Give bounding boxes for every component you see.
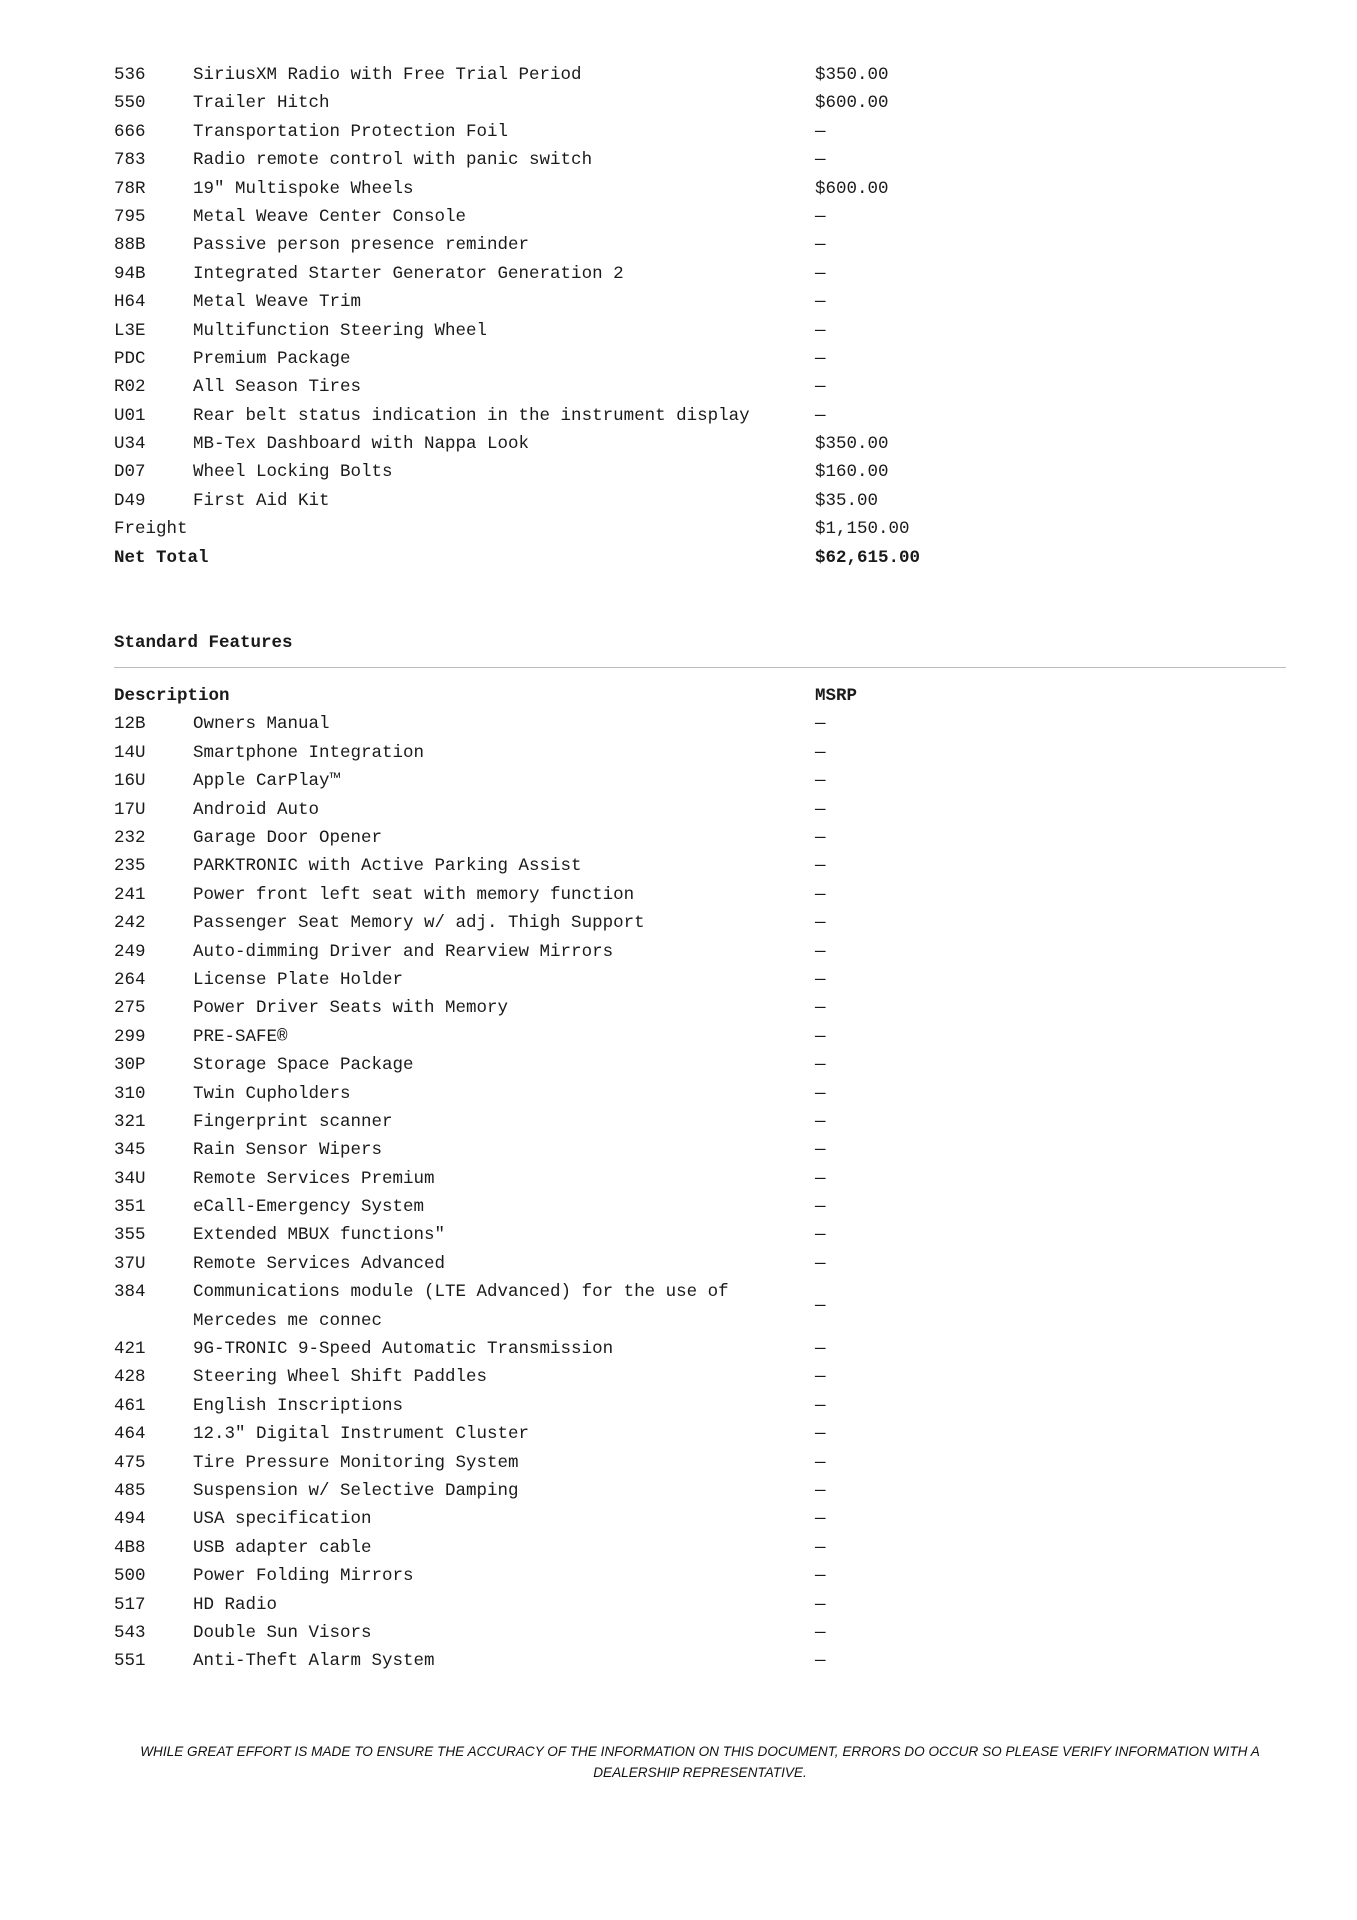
item-description: Communications module (LTE Advanced) for the use of Mercedes me connec (193, 1282, 729, 1331)
standard-features-title: Standard Features (114, 633, 293, 654)
item-description: 19" Multispoke Wheels (193, 178, 414, 199)
feature-row (114, 1108, 1286, 1136)
item-price: — (815, 884, 826, 905)
item-description: Metal Weave Trim (193, 292, 362, 313)
item-price: — (815, 1566, 826, 1587)
item-code: 517 (114, 1594, 146, 1615)
item-description: Fingerprint scanner (193, 1111, 393, 1132)
item-description: Wheel Locking Bolts (193, 462, 393, 483)
item-price: — (815, 377, 826, 398)
feature-row (114, 1449, 1286, 1477)
option-row (114, 231, 1286, 259)
item-price: — (815, 1339, 826, 1360)
item-price: — (815, 235, 826, 256)
item-code: 351 (114, 1197, 146, 1218)
item-price: — (815, 1509, 826, 1530)
item-code: 551 (114, 1651, 146, 1672)
option-row (114, 402, 1286, 430)
feature-row (114, 1647, 1286, 1675)
item-description: Power front left seat with memory function (193, 884, 635, 905)
item-description: Steering Wheel Shift Paddles (193, 1367, 488, 1388)
feature-row (114, 1420, 1286, 1448)
standard-features-list (114, 710, 1286, 1675)
item-code: 275 (114, 998, 146, 1019)
item-description: Passenger Seat Memory w/ adj. Thigh Support (193, 913, 645, 934)
sticker-sheet (114, 61, 1286, 1676)
item-code: 461 (114, 1395, 146, 1416)
feature-row (114, 1023, 1286, 1051)
item-description: Radio remote control with panic switch (193, 150, 593, 171)
item-code: 550 (114, 93, 146, 114)
table-header (114, 682, 1286, 710)
item-description: 12.3" Digital Instrument Cluster (193, 1424, 530, 1445)
item-description: Power Driver Seats with Memory (193, 998, 509, 1019)
feature-row (114, 1051, 1286, 1079)
item-code: 88B (114, 235, 146, 256)
item-price: — (815, 1197, 826, 1218)
item-description: License Plate Holder (193, 969, 404, 990)
item-price: — (815, 1594, 826, 1615)
feature-row (114, 1136, 1286, 1164)
item-code: 4B8 (114, 1537, 146, 1558)
item-code: 235 (114, 856, 146, 877)
item-description: HD Radio (193, 1594, 278, 1615)
item-description: Trailer Hitch (193, 93, 330, 114)
description-column-header: Description (114, 686, 230, 707)
item-price: $600.00 (815, 178, 889, 199)
net-total-label: Net Total (114, 547, 209, 568)
feature-row (114, 710, 1286, 738)
item-code: D07 (114, 462, 146, 483)
item-description: Extended MBUX functions" (193, 1225, 446, 1246)
item-code: 37U (114, 1253, 146, 1274)
item-price: — (815, 320, 826, 341)
item-code: 310 (114, 1083, 146, 1104)
feature-row (114, 1619, 1286, 1647)
item-price: — (815, 206, 826, 227)
option-row (114, 458, 1286, 486)
item-code: 17U (114, 799, 146, 820)
item-price: $160.00 (815, 462, 889, 483)
item-code: 78R (114, 178, 146, 199)
item-description: Tire Pressure Monitoring System (193, 1452, 519, 1473)
item-code: 30P (114, 1055, 146, 1076)
item-description: Garage Door Opener (193, 827, 383, 848)
net-total-row (114, 544, 1286, 572)
item-description: Android Auto (193, 799, 320, 820)
item-price: — (815, 856, 826, 877)
item-description: eCall-Emergency System (193, 1197, 425, 1218)
disclaimer: WHILE GREAT EFFORT IS MADE TO ENSURE THE ACCURACY OF THE INFORMATION ON THIS DOCUMENT, ERRORS DO OCCUR SO PLEASE VERIFY INFORMATION WITH A DEALERSHIP REPRESENTATIVE. (140, 1744, 1260, 1780)
item-price: — (815, 941, 826, 962)
option-row (114, 345, 1286, 373)
item-description: Double Sun Visors (193, 1622, 372, 1643)
item-price: $350.00 (815, 434, 889, 455)
item-price: — (815, 348, 826, 369)
item-description: Power Folding Mirrors (193, 1566, 414, 1587)
item-description: Owners Manual (193, 714, 330, 735)
item-price: — (815, 771, 826, 792)
item-description: Rain Sensor Wipers (193, 1140, 383, 1161)
item-description: English Inscriptions (193, 1395, 404, 1416)
item-code: 34U (114, 1168, 146, 1189)
item-code: 500 (114, 1566, 146, 1587)
item-description: PARKTRONIC with Active Parking Assist (193, 856, 582, 877)
feature-row (114, 824, 1286, 852)
item-price: — (815, 121, 826, 142)
item-code: 355 (114, 1225, 146, 1246)
item-code: 795 (114, 206, 146, 227)
item-code: U01 (114, 405, 146, 426)
item-code: 536 (114, 65, 146, 85)
feature-row (114, 1250, 1286, 1278)
item-price: — (815, 1537, 826, 1558)
item-price: — (815, 1296, 826, 1317)
item-price: — (815, 742, 826, 763)
feature-row (114, 739, 1286, 767)
item-description: Smartphone Integration (193, 742, 425, 763)
item-price: — (815, 1480, 826, 1501)
option-row (114, 487, 1286, 515)
item-description: USA specification (193, 1509, 372, 1530)
item-description: Anti-Theft Alarm System (193, 1651, 435, 1672)
item-code: 12B (114, 714, 146, 735)
item-description: First Aid Kit (193, 490, 330, 511)
item-description: Twin Cupholders (193, 1083, 351, 1104)
item-description: 9G-TRONIC 9-Speed Automatic Transmission (193, 1339, 614, 1360)
item-price: $600.00 (815, 93, 889, 114)
item-description: Metal Weave Center Console (193, 206, 467, 227)
item-code: L3E (114, 320, 146, 341)
feature-row (114, 1080, 1286, 1108)
option-row (114, 118, 1286, 146)
item-code: 464 (114, 1424, 146, 1445)
options-list (114, 61, 1286, 515)
item-code: D49 (114, 490, 146, 511)
item-price: — (815, 1424, 826, 1445)
freight-label: Freight (114, 519, 188, 540)
item-code: 14U (114, 742, 146, 763)
item-code: 345 (114, 1140, 146, 1161)
msrp-column-header: MSRP (815, 686, 858, 707)
item-price: — (815, 1055, 826, 1076)
item-price: — (815, 1083, 826, 1104)
feature-row (114, 1193, 1286, 1221)
option-row (114, 260, 1286, 288)
item-description: MB-Tex Dashboard with Nappa Look (193, 434, 530, 455)
item-price: — (815, 1026, 826, 1047)
option-row (114, 317, 1286, 345)
item-price: — (815, 1622, 826, 1643)
item-price: — (815, 1168, 826, 1189)
item-code: R02 (114, 377, 146, 398)
item-price: — (815, 827, 826, 848)
option-row (114, 288, 1286, 316)
item-code: PDC (114, 348, 146, 369)
item-price: — (815, 405, 826, 426)
feature-row (114, 1591, 1286, 1619)
feature-row (114, 1335, 1286, 1363)
option-row (114, 146, 1286, 174)
feature-row (114, 1363, 1286, 1391)
item-code: H64 (114, 292, 146, 313)
feature-row (114, 852, 1286, 880)
item-price: — (815, 913, 826, 934)
option-row (114, 373, 1286, 401)
item-code: 666 (114, 121, 146, 142)
item-description: PRE-SAFE® (193, 1026, 288, 1047)
item-description: All Season Tires (193, 377, 362, 398)
item-code: 232 (114, 827, 146, 848)
option-row (114, 89, 1286, 117)
item-description: Storage Space Package (193, 1055, 414, 1076)
item-price: — (815, 292, 826, 313)
item-price: — (815, 714, 826, 735)
item-code: 94B (114, 263, 146, 284)
freight-row (114, 515, 1286, 543)
feature-row (114, 938, 1286, 966)
item-price: — (815, 1253, 826, 1274)
item-description: Remote Services Advanced (193, 1253, 446, 1274)
item-code: 241 (114, 884, 146, 905)
feature-row (114, 994, 1286, 1022)
feature-row (114, 1165, 1286, 1193)
option-row (114, 203, 1286, 231)
option-row (114, 175, 1286, 203)
item-description: Transportation Protection Foil (193, 121, 509, 142)
item-price: — (815, 1367, 826, 1388)
feature-row (114, 881, 1286, 909)
item-code: 299 (114, 1026, 146, 1047)
item-description: Multifunction Steering Wheel (193, 320, 488, 341)
item-code: 475 (114, 1452, 146, 1473)
item-description: Rear belt status indication in the instrument display (193, 405, 750, 426)
item-price: $35.00 (815, 490, 879, 511)
item-code: 494 (114, 1509, 146, 1530)
item-description: Passive person presence reminder (193, 235, 530, 256)
item-description: Premium Package (193, 348, 351, 369)
feature-row (114, 1562, 1286, 1590)
item-code: U34 (114, 434, 146, 455)
item-code: 783 (114, 150, 146, 171)
feature-row (114, 1221, 1286, 1249)
item-price: — (815, 1111, 826, 1132)
item-code: 485 (114, 1480, 146, 1501)
feature-row (114, 909, 1286, 937)
item-code: 428 (114, 1367, 146, 1388)
item-description: Apple CarPlay™ (193, 771, 341, 792)
item-price: — (815, 1651, 826, 1672)
item-code: 321 (114, 1111, 146, 1132)
item-price: — (815, 1395, 826, 1416)
item-description: USB adapter cable (193, 1537, 372, 1558)
option-row (114, 61, 1286, 89)
item-code: 543 (114, 1622, 146, 1643)
item-description: Integrated Starter Generator Generation 2 (193, 263, 624, 284)
feature-row (114, 966, 1286, 994)
feature-row (114, 1477, 1286, 1505)
item-description: Suspension w/ Selective Damping (193, 1480, 519, 1501)
item-code: 384 (114, 1282, 146, 1303)
item-price: — (815, 799, 826, 820)
feature-row (114, 767, 1286, 795)
option-row (114, 430, 1286, 458)
feature-row (114, 796, 1286, 824)
item-code: 421 (114, 1339, 146, 1360)
item-code: 249 (114, 941, 146, 962)
item-price: — (815, 998, 826, 1019)
item-description: Auto-dimming Driver and Rearview Mirrors (193, 941, 614, 962)
item-price: — (815, 1140, 826, 1161)
freight-price: $1,150.00 (815, 519, 910, 540)
item-description: Remote Services Premium (193, 1168, 435, 1189)
feature-row (114, 1278, 1286, 1335)
item-code: 242 (114, 913, 146, 934)
feature-row (114, 1505, 1286, 1533)
item-price: $350.00 (815, 65, 889, 85)
section-divider (114, 667, 1286, 668)
net-total-price: $62,615.00 (815, 547, 921, 568)
item-code: 16U (114, 771, 146, 792)
item-price: — (815, 1225, 826, 1246)
feature-row (114, 1392, 1286, 1420)
item-price: — (815, 1452, 826, 1473)
feature-row (114, 1534, 1286, 1562)
item-price: — (815, 969, 826, 990)
item-description: SiriusXM Radio with Free Trial Period (193, 65, 582, 85)
item-price: — (815, 150, 826, 171)
item-code: 264 (114, 969, 146, 990)
item-price: — (815, 263, 826, 284)
